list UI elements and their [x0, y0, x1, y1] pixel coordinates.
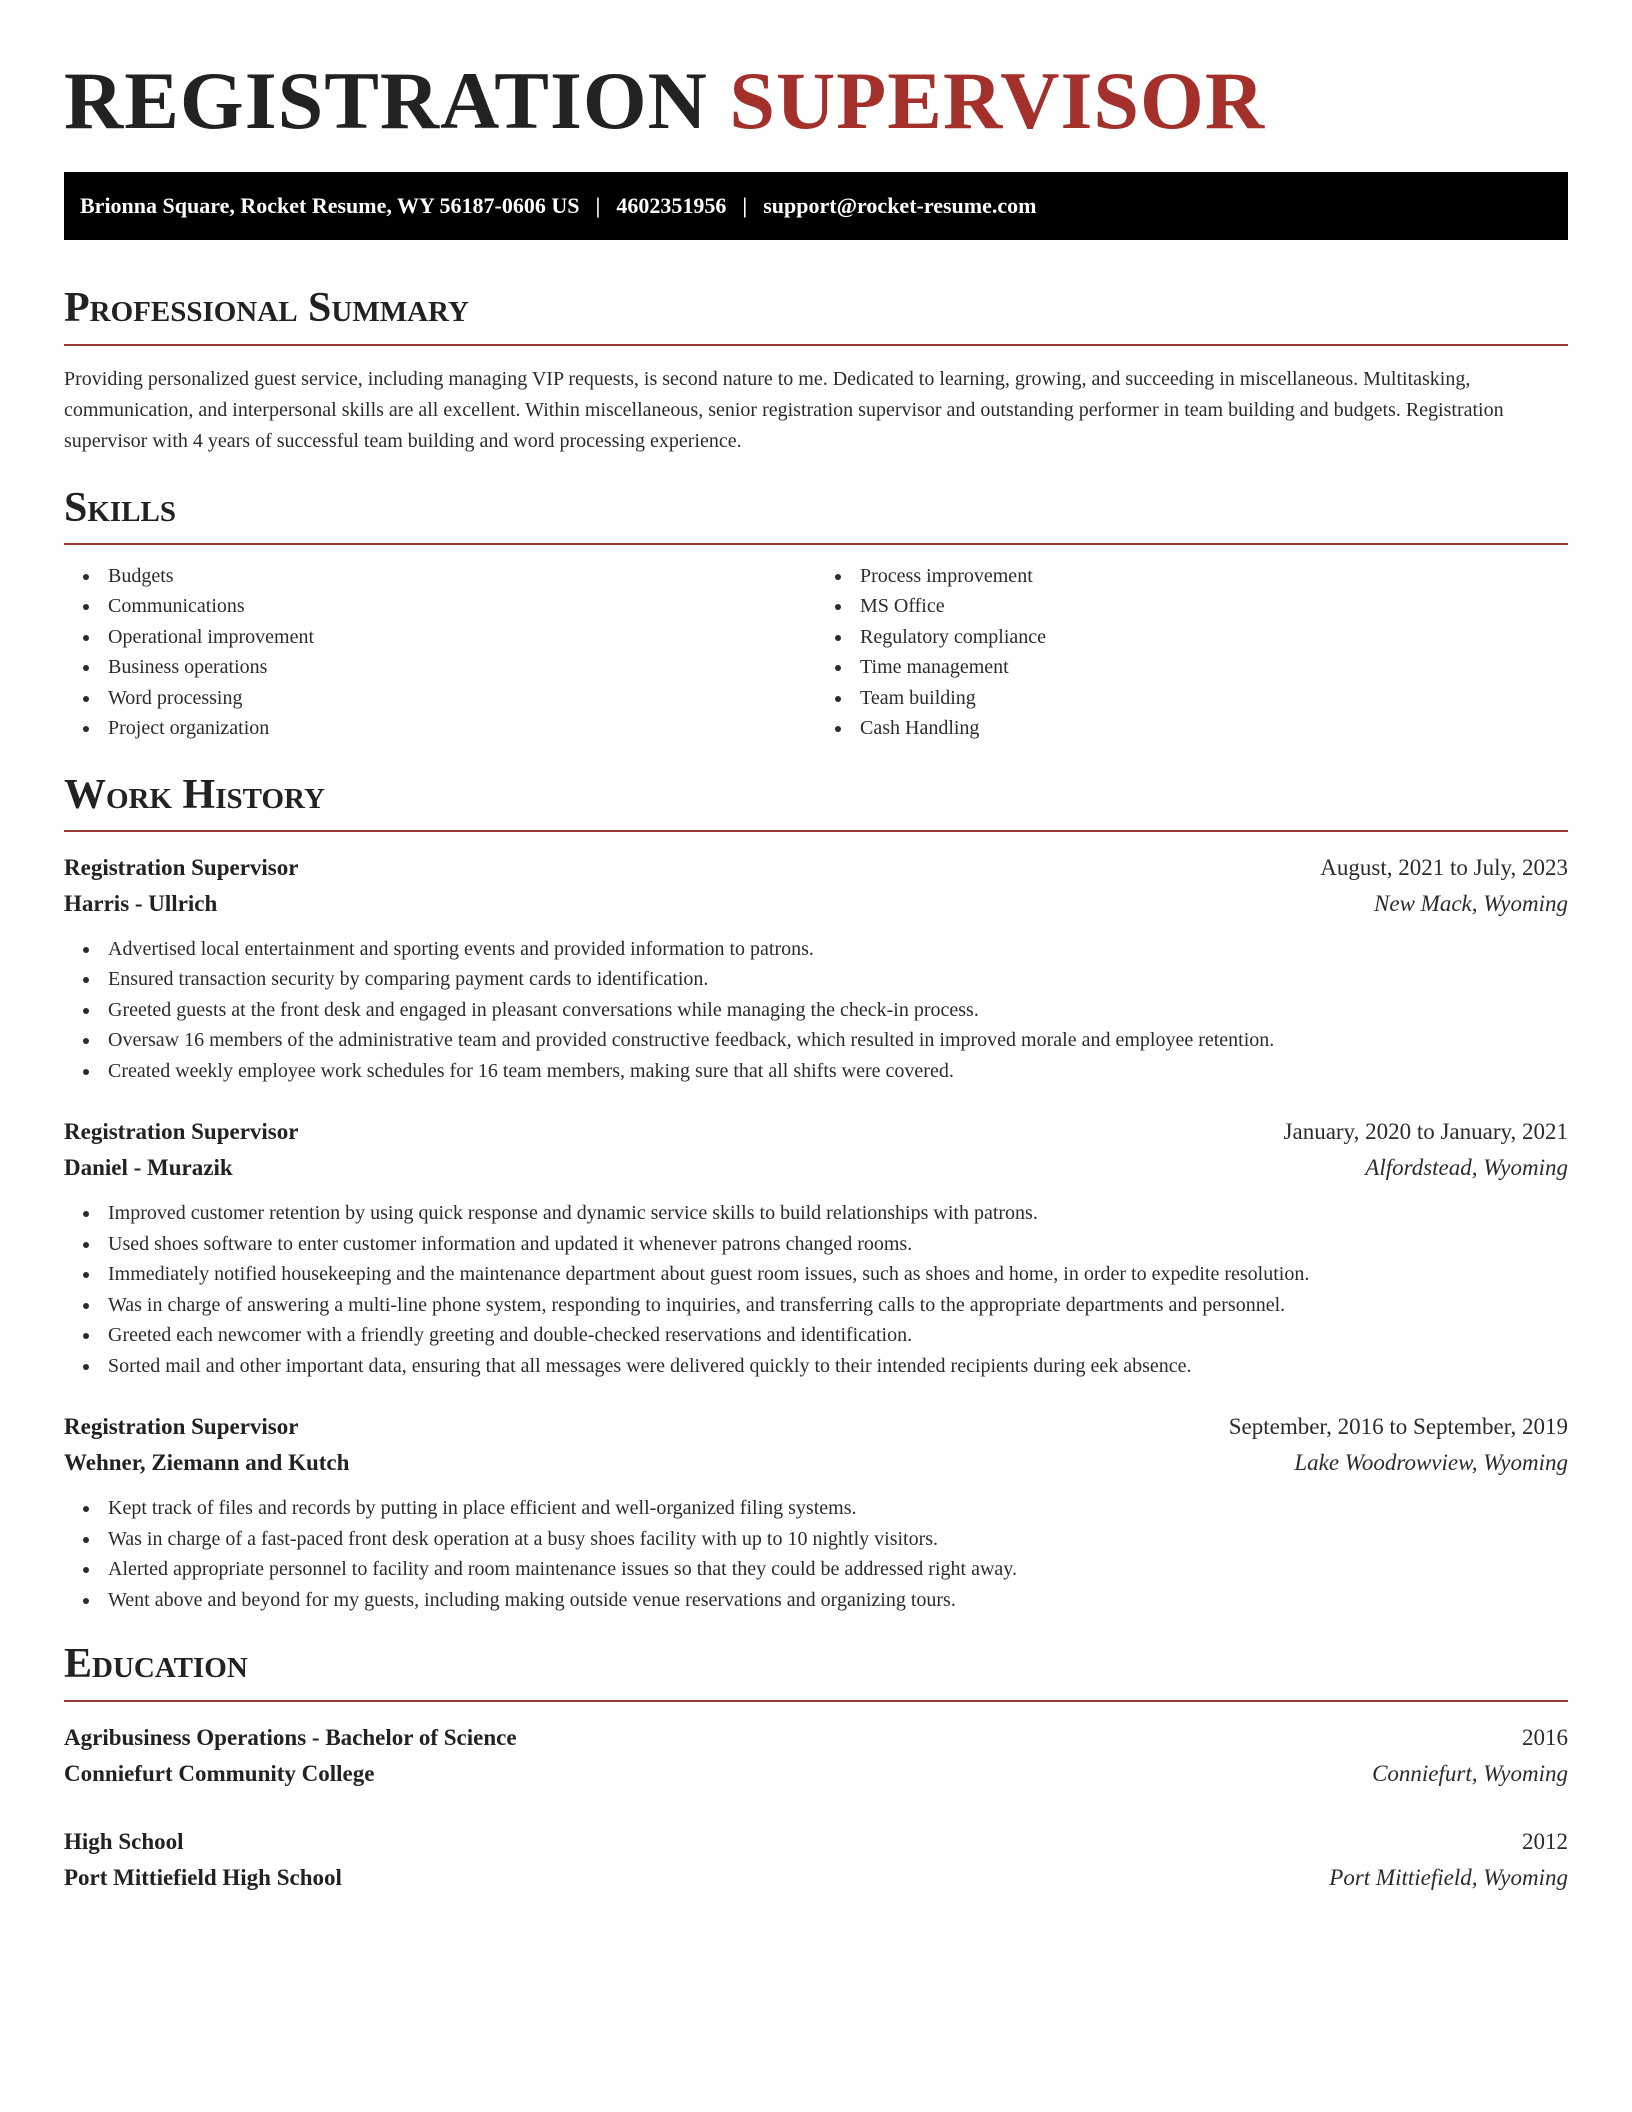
education-year: 2012: [1522, 1828, 1568, 1854]
job-title: Registration Supervisor: [64, 1414, 299, 1440]
job-entry: [64, 1409, 1568, 1615]
contact-separator: |: [595, 193, 601, 219]
education-degree: High School: [64, 1828, 184, 1854]
job-bullet: Immediately notified housekeeping and the maintenance department about guest room issues, such as shoes and home, in order to expedite resolution.: [108, 1259, 1568, 1290]
skill-item: Budgets: [108, 561, 816, 592]
job-company-row: [64, 886, 1568, 922]
job-dates: January, 2020 to January, 2021: [1283, 1119, 1568, 1145]
skill-item: Process improvement: [860, 561, 1568, 592]
contact-email: support@rocket-resume.com: [763, 193, 1037, 219]
job-title: Registration Supervisor: [64, 854, 299, 880]
job-bullet: Advertised local entertainment and sporting events and provided information to patrons.: [108, 934, 1568, 965]
education-degree: Agribusiness Operations - Bachelor of Science: [64, 1724, 517, 1750]
education-header-row: [64, 1720, 1568, 1756]
job-company-row: [64, 1445, 1568, 1481]
job-bullet: Was in charge of answering a multi-line phone system, responding to inquiries, and transferring calls to the appropriate departments and personnel.: [108, 1290, 1568, 1321]
education-header-row: [64, 1824, 1568, 1860]
job-bullet: Created weekly employee work schedules for 16 team members, making sure that all shifts were covered.: [108, 1056, 1568, 1087]
job-bullets: [64, 1198, 1568, 1381]
title-part-2: SUPERVISOR: [729, 55, 1266, 146]
job-bullets: [64, 1493, 1568, 1615]
job-bullet: Ensured transaction security by comparing payment cards to identification.: [108, 964, 1568, 995]
job-entry: [64, 1114, 1568, 1381]
resume-title: [64, 52, 1568, 150]
job-title: Registration Supervisor: [64, 1119, 299, 1145]
education-location: Conniefurt, Wyoming: [1372, 1760, 1568, 1786]
work-history-heading: Work History: [64, 772, 1568, 832]
skill-item: Project organization: [108, 713, 816, 744]
education-school: Port Mittiefield High School: [64, 1864, 342, 1890]
skills-heading: Skills: [64, 485, 1568, 545]
education-school: Conniefurt Community College: [64, 1760, 375, 1786]
education-entry: [64, 1720, 1568, 1792]
contact-bar: [64, 172, 1568, 240]
job-company-row: [64, 1150, 1568, 1186]
job-company: Daniel - Murazik: [64, 1155, 233, 1181]
skill-item: MS Office: [860, 591, 1568, 622]
job-bullet: Sorted mail and other important data, ensuring that all messages were delivered quickly to their intended recipients during eek absence.: [108, 1351, 1568, 1382]
summary-text: Providing personalized guest service, including managing VIP requests, is second nature to me. Dedicated to learning, growing, and succeeding in miscellaneous. Multitasking, communication, and interpersonal skills are all excellent. Within miscellaneous, senior registration supervisor and outstanding performer in team building and budgets. Registration supervisor with 4 years of successful team building and word processing experience.: [64, 367, 1504, 452]
job-bullet: Kept track of files and records by putting in place efficient and well-organized filing systems.: [108, 1493, 1568, 1524]
job-header-row: [64, 1409, 1568, 1445]
skills-grid: [64, 561, 1568, 744]
job-bullet: Greeted guests at the front desk and engaged in pleasant conversations while managing the check-in process.: [108, 995, 1568, 1026]
job-bullet: Was in charge of a fast-paced front desk operation at a busy shoes facility with up to 10 nightly visitors.: [108, 1524, 1568, 1555]
job-location: Alfordstead, Wyoming: [1365, 1155, 1568, 1181]
contact-address: Brionna Square, Rocket Resume, WY 56187-0606 US: [80, 193, 580, 219]
job-bullet: Greeted each newcomer with a friendly greeting and double-checked reservations and identification.: [108, 1320, 1568, 1351]
title-part-1: REGISTRATION: [64, 55, 708, 146]
job-company: Wehner, Ziemann and Kutch: [64, 1450, 350, 1476]
job-bullet: Oversaw 16 members of the administrative team and provided constructive feedback, which resulted in improved morale and employee retention.: [108, 1025, 1568, 1056]
job-dates: August, 2021 to July, 2023: [1320, 854, 1568, 880]
skill-item: Regulatory compliance: [860, 622, 1568, 653]
skill-item: Operational improvement: [108, 622, 816, 653]
job-company: Harris - Ullrich: [64, 890, 218, 916]
job-bullet: Improved customer retention by using quick response and dynamic service skills to build relationships with patrons.: [108, 1198, 1568, 1229]
education-year: 2016: [1522, 1724, 1568, 1750]
contact-phone: 4602351956: [616, 193, 727, 219]
skill-item: Team building: [860, 683, 1568, 714]
skill-item: Communications: [108, 591, 816, 622]
skill-item: Time management: [860, 652, 1568, 683]
job-bullet: Used shoes software to enter customer information and updated it whenever patrons changed rooms.: [108, 1229, 1568, 1260]
skill-item: Word processing: [108, 683, 816, 714]
skills-list-right: [816, 561, 1568, 744]
job-bullet: Alerted appropriate personnel to facility and room maintenance issues so that they could be addressed right away.: [108, 1554, 1568, 1585]
summary-heading: Professional Summary: [64, 285, 1568, 345]
education-school-row: [64, 1756, 1568, 1792]
job-header-row: [64, 1114, 1568, 1150]
job-entry: [64, 850, 1568, 1087]
education-entry: [64, 1824, 1568, 1896]
job-header-row: [64, 850, 1568, 886]
education-location: Port Mittiefield, Wyoming: [1329, 1864, 1568, 1890]
job-bullets: [64, 934, 1568, 1087]
skill-item: Business operations: [108, 652, 816, 683]
job-location: New Mack, Wyoming: [1374, 890, 1568, 916]
education-school-row: [64, 1860, 1568, 1896]
skill-item: Cash Handling: [860, 713, 1568, 744]
contact-separator: |: [742, 193, 748, 219]
job-bullet: Went above and beyond for my guests, including making outside venue reservations and organizing tours.: [108, 1585, 1568, 1616]
education-heading: Education: [64, 1641, 1568, 1701]
job-dates: September, 2016 to September, 2019: [1228, 1414, 1568, 1440]
skills-list-left: [64, 561, 816, 744]
job-location: Lake Woodrowview, Wyoming: [1294, 1450, 1568, 1476]
